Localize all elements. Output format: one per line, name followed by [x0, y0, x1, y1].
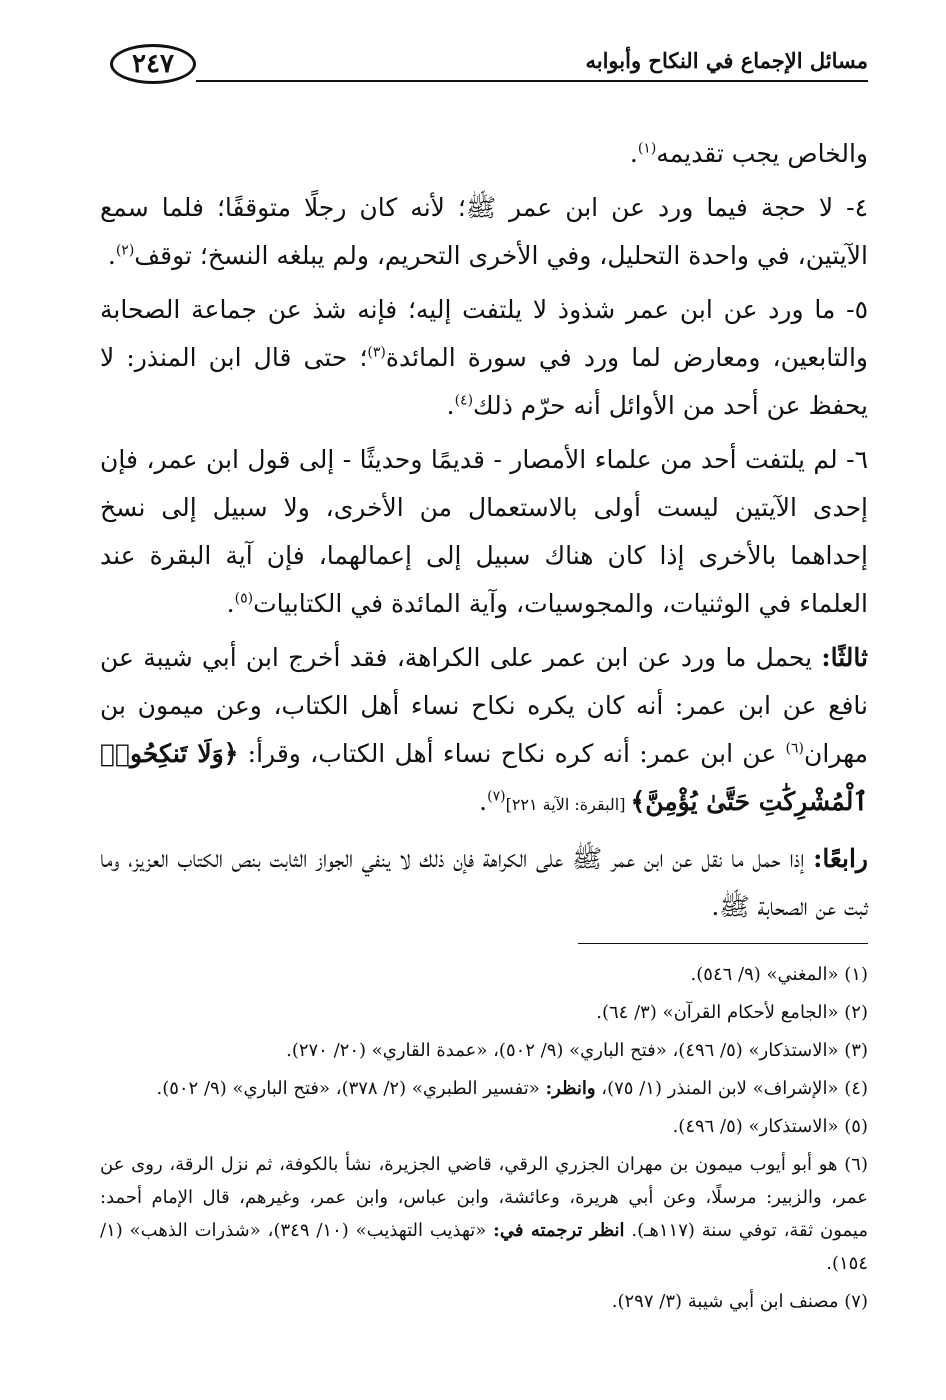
footnote-ref[interactable]: (٢): [115, 242, 135, 259]
footnote-separator: [578, 943, 868, 944]
surah-reference: [البقرة: الآية ٢٢١]: [505, 795, 631, 814]
text-run: .: [479, 787, 488, 816]
footnote-ref[interactable]: (٦): [785, 740, 804, 757]
text-run: إذا حمل ما نقل عن ابن عمر ﷺ على الكراهة فإن ذلك لا ينفي الجواز الثابت بنص الكتاب العزيز، وما ثبت عن الصحابة ﷺ.: [100, 844, 868, 921]
footnote-see-label: وانظر:: [545, 1078, 596, 1099]
footnote-ref[interactable]: (٥): [234, 590, 254, 607]
text-run: .: [107, 241, 116, 270]
footnote: (٧) مصنف ابن أبي شيبة (٣/ ٢٩٧).: [611, 1291, 868, 1312]
text-run: ٦- لم يلتفت أحد من علماء الأمصار - قديمًا وحديثًا - إلى قول ابن عمر، فإن إحدى الآيتين ليست أولى بالاستعمال من الأخرى، ولا سبيل إلى نسخ إحداهما بالأخرى إذا كان هناك سبيل إلى إعمالهما، فإن آية البقرة عند العلماء في الوثنيات، والمجوسيات، وآية المائدة في الكتابيات: [100, 445, 868, 618]
paragraph: [100, 835, 868, 931]
footnotes: [100, 958, 868, 1323]
footnote: (٣) «الاستذكار» (٥/ ٤٩٦)، «فتح الباري» (٩/ ٥٠٢)، «عمدة القاري» (٢٠/ ٢٧٠).: [286, 1040, 868, 1061]
footnote-ref[interactable]: (١): [637, 140, 657, 157]
footnote: [100, 1148, 868, 1280]
text-run: يحمل ما ورد عن ابن عمر على الكراهة، فقد أخرج ابن أبي شيبة عن نافع عن ابن عمر: أنه كان يكره نكاح نساء أهل الكتاب، وعن ميمون بن مهران: [100, 643, 868, 768]
text-run: «تهذيب التهذيب» (١٠/ ٣٤٩)، «شذرات الذهب» (١/ ١٥٤).: [100, 1220, 868, 1274]
footnote-ref[interactable]: (٧): [487, 788, 506, 805]
text-run: ٥- ما ورد عن ابن عمر شذوذ لا يلتفت إليه؛ فإنه شذ عن جماعة الصحابة والتابعين، ومعارض لما ورد في سورة المائدة: [100, 295, 868, 372]
paragraph: [100, 286, 868, 430]
book-title: مسائل الإجماع في النكاح وأبوابه: [585, 48, 868, 73]
text-run: (٦) هو أبو أيوب ميمون بن مهران الجزري الرقي، قاضي الجزيرة، نشأ بالكوفة، ثم نزل الرقة، روى عن عمر، والزبير: مرسلًا، وعن أبي هريرة، وعائشة، وابن عباس، وابن عمر، وغيرهم، قال الإمام أحمد: ميمون ثقة، توفي سنة (١١٧هـ).: [100, 1154, 868, 1241]
footnote-ref[interactable]: (٣): [367, 344, 386, 361]
page-number: ٢٤٧: [110, 44, 196, 84]
text-run: .: [226, 589, 235, 618]
paragraph: [100, 436, 868, 628]
text-run: ؛ حتى قال ابن المنذر: لا يحفظ عن أحد من الأوائل أنه حرّم ذلك: [100, 343, 868, 420]
footnote: [100, 1072, 868, 1105]
paragraph: [100, 130, 868, 178]
text-run: والخاص يجب تقديمه: [656, 139, 868, 168]
footnote-ref[interactable]: (٤): [454, 392, 474, 409]
footnote: (٢) «الجامع لأحكام القرآن» (٣/ ٦٤).: [596, 1002, 868, 1023]
section-lead: ثالثًا:: [821, 643, 868, 672]
quran-verse: ﴿وَلَا تَنكِحُوا۟ ٱلْمُشْرِكَٰتِ حَتَّىٰ يُؤْمِنَّ﴾: [100, 739, 868, 816]
footnote-see-label: انظر ترجمته في:: [493, 1220, 625, 1241]
text-run: .: [629, 139, 638, 168]
footnote: (١) «المغني» (٩/ ٥٤٦).: [690, 964, 868, 985]
page-header: [100, 44, 868, 94]
text-run: «تفسير الطبري» (٢/ ٣٧٨)، «فتح الباري» (٩/ ٥٠٢).: [156, 1078, 546, 1099]
text-run: .: [446, 391, 455, 420]
footnote: (٥) «الاستذكار» (٥/ ٤٩٦).: [672, 1116, 868, 1137]
header-rule: [196, 80, 868, 82]
section-lead: رابعًا:: [813, 844, 868, 873]
text-run: (٤) «الإشراف» لابن المنذر (١/ ٧٥)،: [595, 1078, 868, 1099]
main-text: [100, 130, 868, 937]
paragraph: [100, 184, 868, 280]
text-run: عن ابن عمر: أنه كره نكاح نساء أهل الكتاب، وقرأ:: [238, 739, 786, 768]
text-run: ٤- لا حجة فيما ورد عن ابن عمر ﷺ؛ لأنه كان رجلًا متوقفًا؛ فلما سمع الآيتين، في واحدة التحليل، وفي الأخرى التحريم، ولم يبلغه النسخ؛ توقف: [100, 193, 868, 270]
paragraph: [100, 634, 868, 829]
